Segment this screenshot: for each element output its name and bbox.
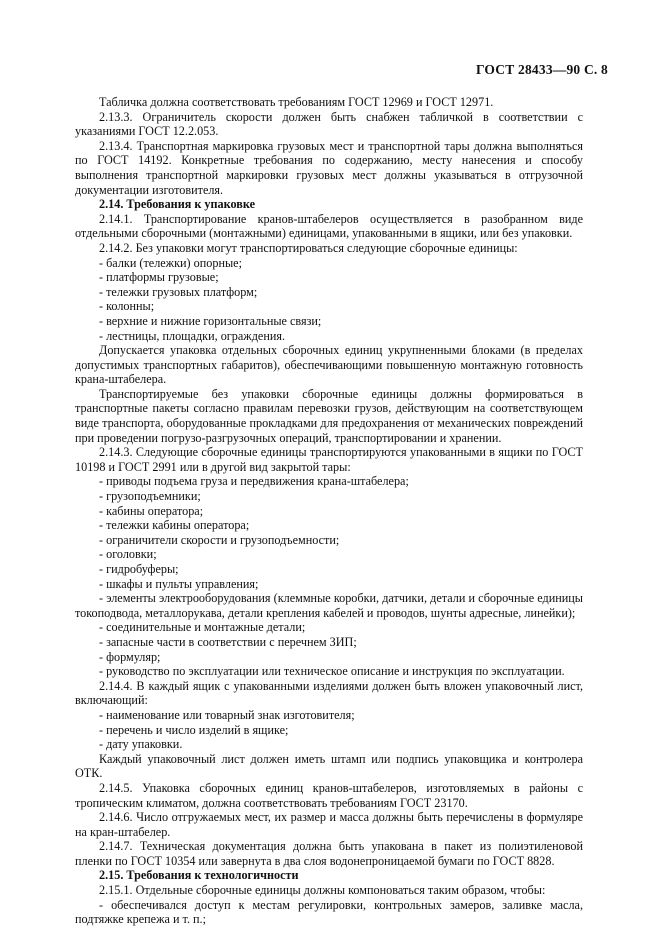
document-body xyxy=(75,95,583,927)
list-item: - гидробуферы; xyxy=(99,562,179,576)
paragraph: Транспортируемые без упаковки сборочные единицы должны формироваться в транспортные пакеты согласно правилам перевозки грузов, действующим на соответствующем виде транспорта, оборудованные прокладками для предохранения от механических повреждений при проведении погрузо-разгрузочных операций, транспортировании и хранении. xyxy=(75,386,583,445)
paragraph: - обеспечивался доступ к местам регулировки, контрольных замеров, заливке масла, подтяжке крепежа и т. п.; xyxy=(75,897,583,927)
paragraph: Табличка должна соответствовать требованиям ГОСТ 12969 и ГОСТ 12971. xyxy=(99,95,494,109)
paragraph: 2.14.6. Число отгружаемых мест, их размер и масса должны быть перечислены в формуляре на кран-штабелер. xyxy=(75,810,583,839)
list-item: - дату упаковки. xyxy=(99,737,183,752)
list-item: - грузоподъемники; xyxy=(99,489,201,504)
paragraph: 2.14.2. Без упаковки могут транспортироваться следующие сборочные единицы: xyxy=(99,240,518,255)
list-item: - наименование или товарный знак изготовителя; xyxy=(99,707,355,722)
paragraph: 2.14.7. Техническая документация должна быть упакована в пакет из полиэтиленовой пленки по ГОСТ 10354 или завернута в два слоя водонепроницаемой бумаги по ГОСТ 8828. xyxy=(75,839,583,868)
paragraph: 2.14.1. Транспортирование кранов-штабелеров осуществляется в разобранном виде отдельными сборочными (монтажными) единицами, упакованными в ящики, или без упаковки. xyxy=(75,211,583,241)
section-heading: 2.14. Требования к упаковке xyxy=(99,197,255,212)
page-header: ГОСТ 28433—90 С. 8 xyxy=(475,62,608,77)
list-item: - тележки кабины оператора; xyxy=(99,518,250,533)
list-item: - верхние и нижние горизонтальные связи; xyxy=(99,313,322,328)
list-item: - перечень и число изделий в ящике; xyxy=(99,722,289,737)
list-item: - балки (тележки) опорные; xyxy=(99,255,242,270)
paragraph: Допускается упаковка отдельных сборочных единиц укрупненными блоками (в пределах допустимых транспортных габаритов), обеспечивающими повышенную монтажную готовность крана-штабелера. xyxy=(75,343,583,387)
list-item: - тележки грузовых платформ; xyxy=(99,284,258,299)
list-item: - ограничители скорости и грузоподъемности; xyxy=(99,532,340,547)
paragraph: 2.14.5. Упаковка сборочных единиц кранов-штабелеров, изготовляемых в районы с тропическим климатом, должна соответствовать требованиям ГОСТ 23170. xyxy=(75,780,583,810)
list-item: - соединительные и монтажные детали; xyxy=(99,620,306,635)
section-heading: 2.15. Требования к технологичности xyxy=(99,868,299,883)
list-item: - кабины оператора; xyxy=(99,503,204,518)
paragraph: 2.14.3. Следующие сборочные единицы транспортируются упакованными в ящики по ГОСТ 10198 и ГОСТ 2991 или в другой вид закрытой тары: xyxy=(75,445,583,474)
list-item: - платформы грузовые; xyxy=(99,270,219,285)
list-item: - руководство по эксплуатации или техническое описание и инструкция по эксплуатации. xyxy=(99,664,565,679)
list-item: - шкафы и пульты управления; xyxy=(99,576,259,591)
list-item: - формуляр; xyxy=(99,649,161,664)
list-item: - приводы подъема груза и передвижения крана-штабелера; xyxy=(99,474,409,489)
paragraph: 2.13.3. Ограничитель скорости должен быть снабжен табличкой в соответствии с указаниями ГОСТ 12.2.053. xyxy=(75,109,583,139)
list-item: - колонны; xyxy=(99,299,155,314)
list-item: - оголовки; xyxy=(99,547,157,562)
paragraph: - элементы электрооборудования (клеммные коробки, датчики, детали и сборочные единицы токоподвода, металлорукава, детали крепления кабелей и проводов, шунты адресные, линейки); xyxy=(75,591,583,620)
list-item: - запасные части в соответствии с перечнем ЗИП; xyxy=(99,634,357,649)
paragraph: 2.13.4. Транспортная маркировка грузовых мест и транспортной тары должна выполняться по ГОСТ 14192. Конкретные требования по содержанию, месту нанесения и способу выполнения транспортной маркировки грузовых мест должны указываться в отгрузочной документации изготовителя. xyxy=(75,138,583,197)
paragraph: Каждый упаковочный лист должен иметь штамп или подпись упаковщика и контролера ОТК. xyxy=(75,751,583,781)
list-item: - лестницы, площадки, ограждения. xyxy=(99,328,286,343)
paragraph: 2.14.4. В каждый ящик с упакованными изделиями должен быть вложен упаковочный лист, включающий: xyxy=(75,678,583,708)
paragraph: 2.15.1. Отдельные сборочные единицы должны компоноваться таким образом, чтобы: xyxy=(99,883,546,898)
